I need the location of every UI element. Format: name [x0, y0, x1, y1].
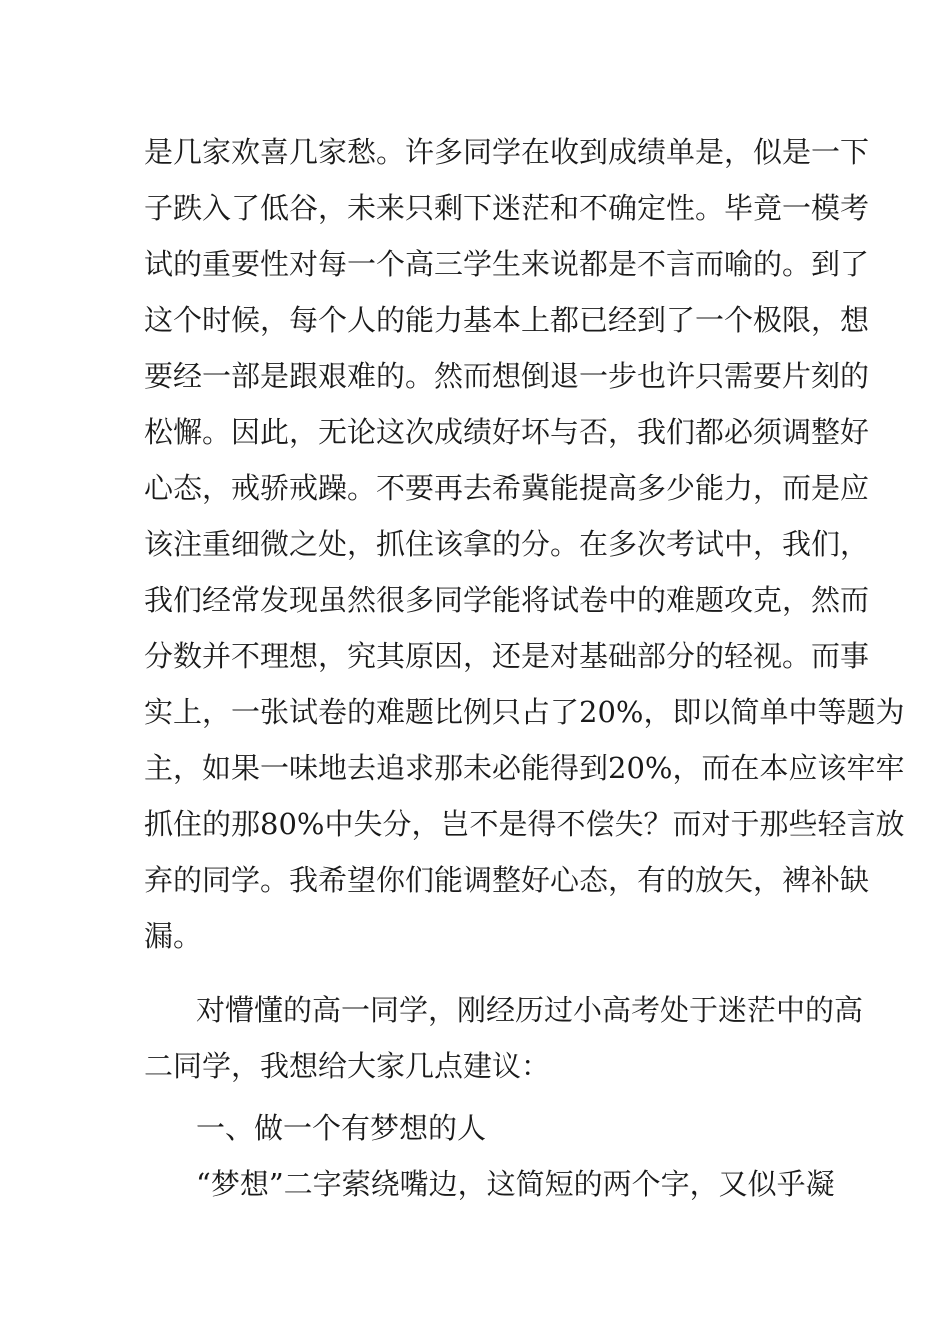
paragraph-line: 对懵懂的高一同学，刚经历过小高考处于迷茫中的高 [196, 993, 864, 1027]
paragraph-line: “梦想”二字萦绕嘴边，这简短的两个字，又似乎凝 [196, 1167, 835, 1201]
paragraph-line: 主，如果一味地去追求那未必能得到20%，而在本应该牢牢 [144, 751, 905, 785]
paragraph-line: 漏。 [144, 919, 203, 953]
paragraph-line: 我们经常发现虽然很多同学能将试卷中的难题攻克，然而 [144, 583, 870, 617]
paragraph-line: 松懈。因此，无论这次成绩好坏与否，我们都必须调整好 [144, 415, 870, 449]
section-heading: 一、做一个有梦想的人 [196, 1111, 487, 1145]
paragraph-line: 二同学，我想给大家几点建议： [144, 1049, 551, 1083]
paragraph-line: 心态，戒骄戒躁。不要再去希冀能提高多少能力，而是应 [144, 471, 870, 505]
paragraph-line: 子跌入了低谷，未来只剩下迷茫和不确定性。毕竟一模考 [144, 191, 870, 225]
paragraph-line: 是几家欢喜几家愁。许多同学在收到成绩单是，似是一下 [144, 135, 870, 169]
paragraph-line: 这个时候，每个人的能力基本上都已经到了一个极限，想 [144, 303, 870, 337]
paragraph-line: 实上，一张试卷的难题比例只占了20%，即以简单中等题为 [144, 695, 905, 729]
paragraph-line: 试的重要性对每一个高三学生来说都是不言而喻的。到了 [144, 247, 870, 281]
paragraph-line: 分数并不理想，究其原因，还是对基础部分的轻视。而事 [144, 639, 870, 673]
paragraph-line: 该注重细微之处，抓住该拿的分。在多次考试中，我们， [144, 527, 870, 561]
paragraph-line: 要经一部是跟艰难的。然而想倒退一步也许只需要片刻的 [144, 359, 870, 393]
paragraph-line: 抓住的那80%中失分，岂不是得不偿失？而对于那些轻言放 [144, 807, 905, 841]
paragraph-line: 弃的同学。我希望你们能调整好心态，有的放矢，裨补缺 [144, 863, 870, 897]
